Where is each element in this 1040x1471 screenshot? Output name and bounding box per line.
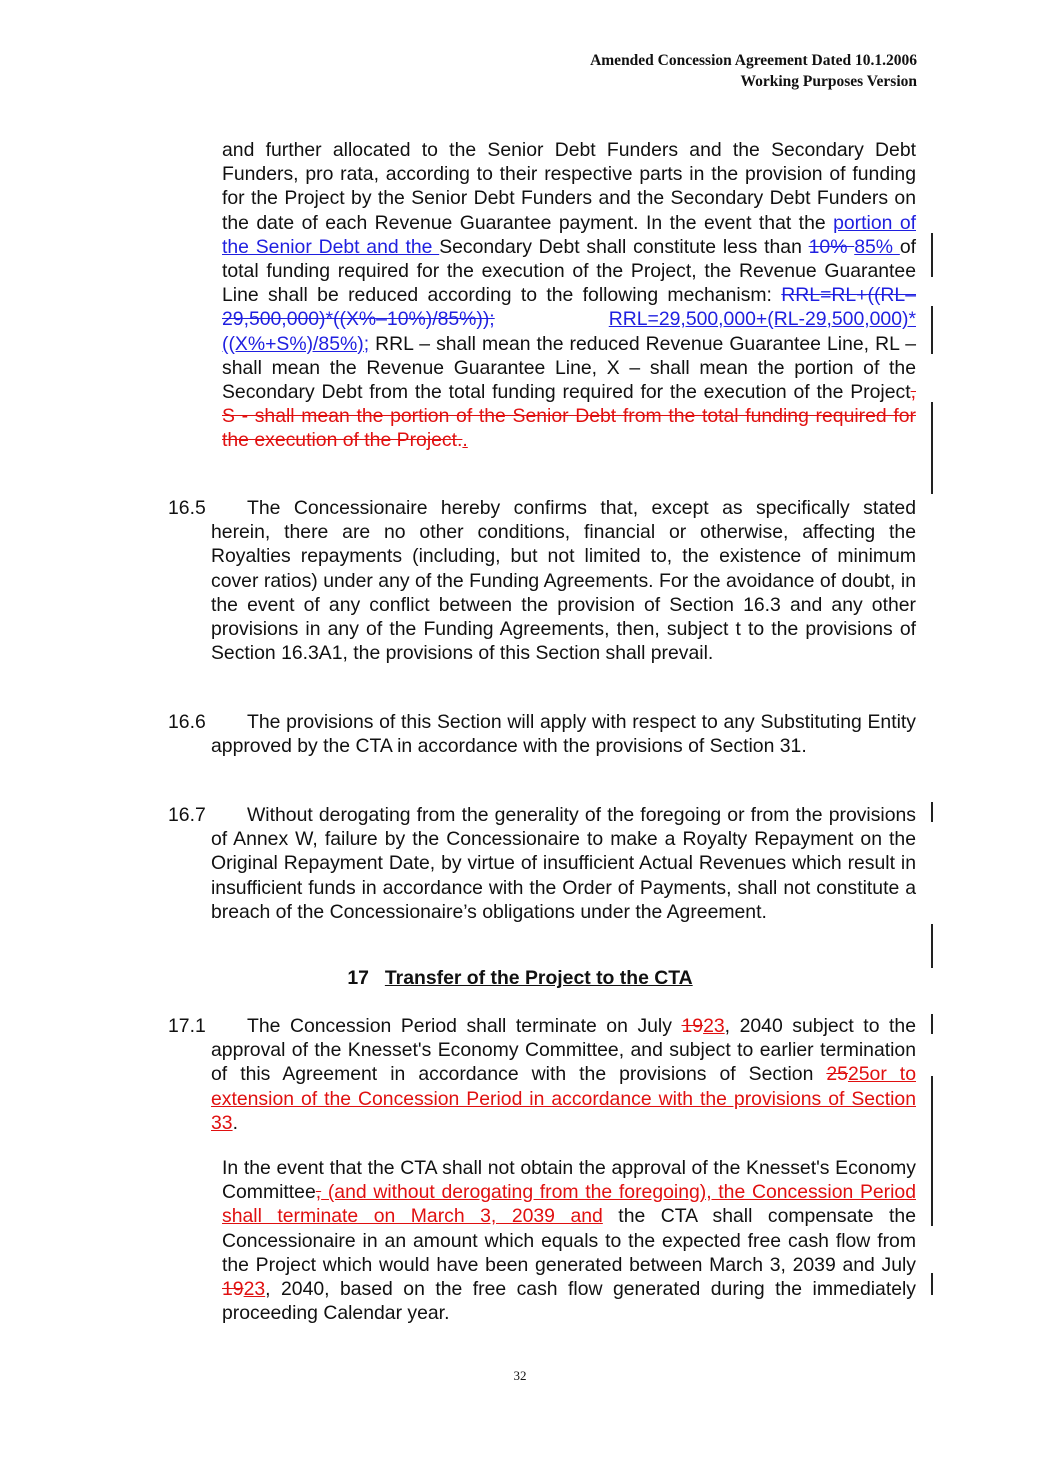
tracked-insertion: 25or to extension of the Concession Period in accordance with the provisions of Section 33: [211, 1063, 916, 1134]
paragraph-text: , 2040, based on the free cash flow generated during the immediately proceeding Calendar year.: [222, 1278, 916, 1325]
tracked-deletion: , S - shall mean the portion of the Senior Debt from the total funding required for the execution of the Project.: [222, 381, 916, 452]
chapter-title: Transfer of the Project to the CTA: [384, 967, 693, 989]
change-bar: [931, 1014, 933, 1034]
section-number: 16.7: [168, 804, 206, 826]
paragraph-text: RRL – shall mean the reduced Revenue Guarantee Line, RL – shall mean the Revenue Guarantee Line, X – shall mean the portion of the Secondary Debt from the total funding required for the execution of the Project: [222, 332, 916, 404]
change-bar: [931, 306, 933, 354]
paragraph-text: the CTA shall compensate the Concessionaire in an amount which equals to the expected free cash flow from the Project which would have been generated between March 3, 2039 and July: [222, 1205, 917, 1276]
section-17-1: [168, 1014, 916, 1135]
section-text: Without derogating from the generality of the foregoing or from the provisions of Annex W, failure by the Concessionaire to make a Royalty Repayment on the Original Repayment Date, by virtue of insufficient Actual Revenues which result in insufficient funds in accordance with the Order of Payments, shall not constitute a breach of the Concessionaire’s obligations under the Agreement.: [211, 804, 916, 923]
section-text: The Concession Period shall terminate on July: [247, 1015, 682, 1037]
tracked-deletion: 19: [222, 1278, 244, 1301]
tracked-insertion: .: [462, 429, 468, 452]
tracked-deletion-formula: RRL=RL+((RL–29,500,000)*((X%–10%)/85%));: [222, 284, 916, 331]
paragraph-text: of total funding required for the execution of the Project, the Revenue Guarantee Line shall be reduced according to the following mechanism:: [222, 235, 916, 307]
section-17-1-paragraph-2: [222, 1156, 916, 1325]
chapter-number: 17: [347, 967, 369, 989]
section-number: 17.1: [168, 1015, 206, 1037]
change-bar: [931, 233, 933, 277]
paragraph-text: and further allocated to the Senior Debt Funders and the Secondary Debt Funders, pro rata, according to their respective parts in the provision of funding for the Project by the Senior Debt Funders and the Secondary Debt Funders on the date of each Revenue Guarantee payment. In the event that the: [222, 139, 916, 234]
change-bar: [931, 802, 933, 822]
tracked-insertion: 85%: [854, 235, 900, 258]
change-bar: [931, 924, 933, 968]
paragraph-text: Secondary Debt shall constitute less than: [439, 235, 809, 258]
section-16-6: [168, 710, 916, 758]
section-number: 16.6: [168, 711, 206, 733]
tracked-deletion: 19: [681, 1015, 704, 1037]
tracked-deletion: 10%: [808, 235, 855, 258]
tracked-insertion-formula: RRL=29,500,000+(RL-29,500,000)*((X%+S%)/85%);: [222, 308, 916, 355]
continuation-paragraph: [222, 138, 916, 453]
header-title: Amended Concession Agreement Dated 10.1.2006: [590, 52, 917, 69]
section-16-5: [168, 496, 916, 665]
change-bar: [931, 1273, 933, 1295]
page-number: 32: [513, 1368, 527, 1383]
section-text: , 2040 subject to the approval of the Knesset's Economy Committee, and subject to earlier termination of this Agreement in accordance with the provisions of Section: [211, 1015, 916, 1086]
tracked-insertion: portion of the Senior Debt and the: [222, 211, 916, 258]
tracked-insertion: (and without derogating from the foregoing), the Concession Period shall terminate on March 3, 2039 and: [222, 1181, 916, 1228]
tracked-insertion: 23: [703, 1015, 725, 1037]
section-number: 16.5: [168, 497, 206, 519]
header-subtitle: Working Purposes Version: [740, 73, 917, 90]
section-16-7: [168, 803, 916, 924]
tracked-deletion: 25: [826, 1063, 848, 1086]
section-text: The Concessionaire hereby confirms that, except as specifically stated herein, there are no other conditions, financial or otherwise, affecting the Royalties repayments (including, but not limited to, the existence of minimum cover ratios) under any of the Funding Agreements. For the avoidance of doubt, in the event of any conflict between the provision of Section 16.3 and any other provisions in any of the Funding Agreements, then, subject t to the provisions of Section 16.3A1, the provisions of this Section shall prevail.: [211, 497, 916, 665]
change-bar: [931, 402, 933, 494]
section-text: The provisions of this Section will apply with respect to any Substituting Entity approved by the CTA in accordance with the provisions of Section 31.: [211, 711, 916, 758]
change-bar: [931, 1076, 933, 1226]
chapter-heading: [0, 967, 1040, 990]
tracked-insertion: 23: [243, 1278, 266, 1301]
section-text: .: [232, 1111, 238, 1134]
page-header: [590, 50, 917, 92]
tracked-deletion: ,: [315, 1181, 322, 1204]
paragraph-text: In the event that the CTA shall not obtain the approval of the Knesset's Economy Committee: [222, 1157, 916, 1204]
